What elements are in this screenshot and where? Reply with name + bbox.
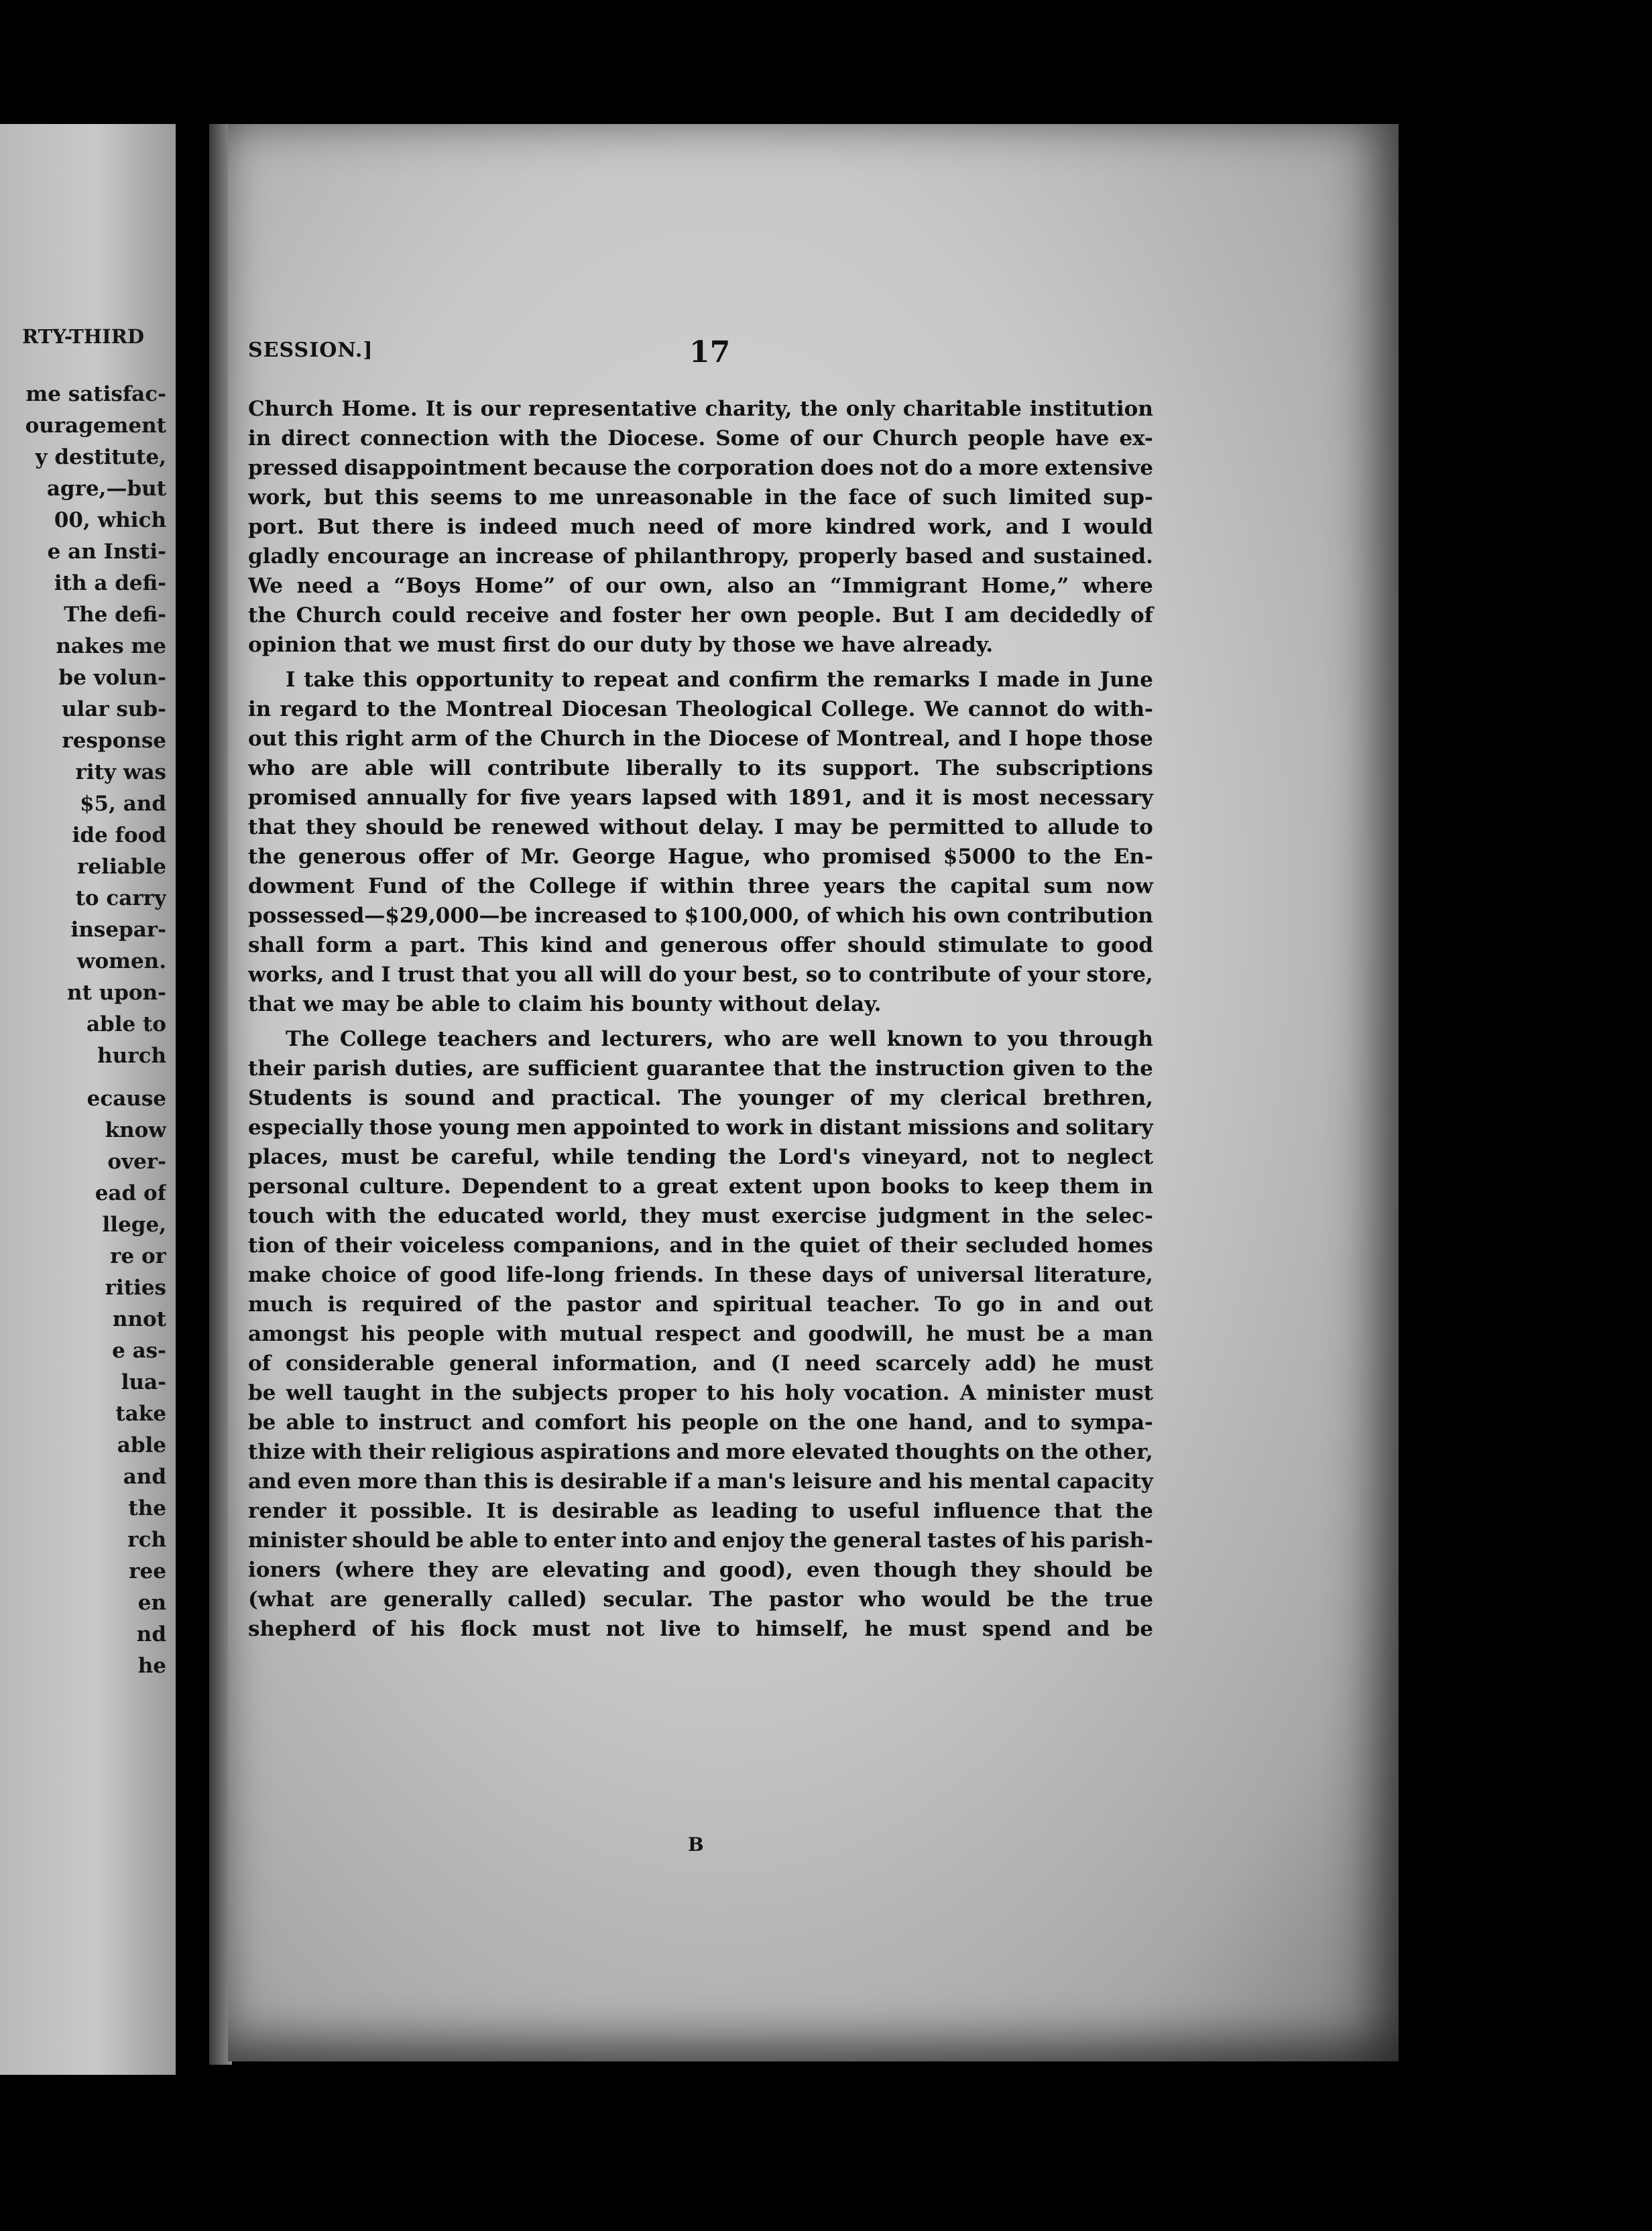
- facing-page-line: be volun-: [58, 666, 166, 690]
- body-line: shepherd of his flock must not live to himself, he must spend and be: [248, 1617, 1153, 1641]
- body-line: out this right arm of the Church in the Diocese of Montreal, and I hope those: [248, 727, 1153, 751]
- body-line: thize with their religious aspirations and more elevated thoughts on the other,: [248, 1440, 1153, 1464]
- facing-page-line: The defi-: [64, 603, 166, 627]
- facing-page-line: ide food: [72, 823, 166, 847]
- facing-page-line: nnot: [112, 1307, 166, 1331]
- body-line: be well taught in the subjects proper to his holy vocation. A minister must: [248, 1381, 1153, 1405]
- facing-page-line: and: [123, 1465, 166, 1489]
- facing-page-line: e as-: [112, 1339, 166, 1363]
- body-line: their parish duties, are sufficient guarantee that the instruction given to the: [248, 1057, 1153, 1081]
- body-line: The College teachers and lecturers, who are well known to you through: [286, 1027, 1153, 1051]
- body-line: render it possible. It is desirable as leading to useful influence that the: [248, 1499, 1153, 1523]
- body-line: especially those young men appointed to work in distant missions and solitary: [248, 1116, 1153, 1140]
- body-line: that they should be renewed without delay. I may be permitted to allude to: [248, 815, 1153, 839]
- facing-page-line: e an Insti-: [47, 540, 166, 564]
- body-line: opinion that we must first do our duty by those we have already.: [248, 633, 994, 657]
- facing-page-line: able: [117, 1433, 166, 1457]
- facing-page-line: able to: [86, 1012, 166, 1036]
- facing-page-line: agre,—but: [46, 477, 166, 501]
- body-line: tion of their voiceless companions, and in the quiet of their secluded homes: [248, 1233, 1153, 1258]
- facing-page-text: [0, 379, 166, 1682]
- body-line: that we may be able to claim his bounty without delay.: [248, 992, 882, 1016]
- facing-page-line: know: [105, 1118, 166, 1142]
- facing-page-running-head: RTY-THIRD: [22, 325, 144, 348]
- body-line: (what are generally called) secular. The pastor who would be the true: [248, 1587, 1153, 1612]
- facing-page-line: ular sub-: [61, 697, 166, 721]
- facing-page-line: take: [115, 1402, 166, 1426]
- body-line: promised annually for five years lapsed with 1891, and it is most necessary: [248, 786, 1153, 810]
- body-line: and even more than this is desirable if a man's leisure and his mental capacity: [248, 1469, 1153, 1494]
- facing-page-line: nt upon-: [67, 981, 166, 1005]
- body-line: the generous offer of Mr. George Hague, who promised $5000 to the En-: [248, 845, 1153, 869]
- body-line: personal culture. Dependent to a great extent upon books to keep them in: [248, 1174, 1153, 1199]
- book-gutter: [176, 107, 209, 2118]
- facing-page-line: he: [137, 1654, 166, 1678]
- body-line: gladly encourage an increase of philanthropy, properly based and sustained.: [248, 544, 1153, 568]
- body-line: I take this opportunity to repeat and confirm the remarks I made in June: [286, 668, 1153, 692]
- facing-page-line: rch: [127, 1528, 166, 1552]
- facing-page-line: women.: [76, 949, 166, 973]
- body-line: pressed disappointment because the corporation does not do a more extensive: [248, 456, 1153, 480]
- body-line: the Church could receive and foster her own people. But I am decidedly of: [248, 603, 1153, 627]
- facing-page-line: llege,: [102, 1213, 166, 1237]
- facing-page-line: lua-: [121, 1370, 166, 1394]
- body-line: works, and I trust that you all will do your best, so to contribute of your store,: [248, 963, 1153, 987]
- body-line: of considerable general information, and (I need scarcely add) he must: [248, 1351, 1153, 1376]
- body-line: Church Home. It is our representative charity, the only charitable institution: [248, 397, 1153, 421]
- facing-page-line: ith a defi-: [54, 571, 166, 595]
- facing-page-line: ead of: [95, 1181, 166, 1205]
- facing-page-line: the: [128, 1496, 166, 1520]
- body-line: dowment Fund of the College if within three years the capital sum now: [248, 874, 1153, 898]
- facing-page-line: me satisfac-: [25, 382, 166, 406]
- facing-page-line: nd: [136, 1622, 166, 1646]
- body-line: Students is sound and practical. The younger of my clerical brethren,: [248, 1086, 1153, 1110]
- facing-page-line: re or: [110, 1244, 166, 1268]
- body-line: minister should be able to enter into and enjoy the general tastes of his parish-: [248, 1528, 1153, 1553]
- body-line: port. But there is indeed much need of more kindred work, and I would: [248, 515, 1153, 539]
- body-line: in regard to the Montreal Diocesan Theological College. We cannot do with-: [248, 697, 1153, 721]
- facing-page-line: reliable: [77, 855, 166, 879]
- body-line: who are able will contribute liberally to its support. The subscriptions: [248, 756, 1153, 780]
- facing-page-line: ree: [129, 1559, 166, 1583]
- body-line: much is required of the pastor and spiritual teacher. To go in and out: [248, 1292, 1153, 1317]
- body-line: shall form a part. This kind and generous offer should stimulate to good: [248, 933, 1153, 957]
- body-line: amongst his people with mutual respect and goodwill, he must be a man: [248, 1322, 1153, 1346]
- facing-page-line: over-: [107, 1150, 166, 1174]
- signature-mark: B: [688, 1833, 704, 1856]
- body-line: touch with the educated world, they must exercise judgment in the selec-: [248, 1204, 1153, 1228]
- facing-page-line: $5, and: [79, 792, 166, 816]
- facing-page-line: response: [62, 729, 166, 753]
- facing-page-fragment: [0, 124, 176, 2075]
- facing-page-line: y destitute,: [35, 445, 166, 469]
- facing-page-line: en: [137, 1591, 166, 1615]
- facing-page-line: insepar-: [70, 918, 166, 942]
- body-line: work, but this seems to me unreasonable in the face of such limited sup-: [248, 485, 1153, 509]
- body-line: be able to instruct and comfort his people on the one hand, and to sympa-: [248, 1410, 1153, 1435]
- facing-page-line: ouragement: [25, 414, 166, 438]
- facing-page-line: rities: [105, 1276, 166, 1300]
- body-line: places, must be careful, while tending the Lord's vineyard, not to neglect: [248, 1145, 1153, 1169]
- body-text: [248, 394, 1153, 1644]
- page-number: 17: [689, 335, 731, 369]
- facing-page-line: to carry: [75, 886, 166, 910]
- facing-page-line: rity was: [75, 760, 166, 784]
- body-line: make choice of good life-long friends. In these days of universal literature,: [248, 1263, 1153, 1287]
- facing-page-line: hurch: [97, 1044, 166, 1068]
- body-line: ioners (where they are elevating and good), even though they should be: [248, 1558, 1153, 1582]
- running-head: SESSION.]: [248, 339, 373, 362]
- facing-page-line: 00, which: [54, 508, 166, 532]
- body-line: possessed—$29,000—be increased to $100,000, of which his own contribution: [248, 904, 1153, 928]
- facing-page-line: ecause: [86, 1087, 166, 1111]
- body-line: in direct connection with the Diocese. Some of our Church people have ex-: [248, 426, 1153, 450]
- body-line: We need a “Boys Home” of our own, also an “Immigrant Home,” where: [248, 574, 1153, 598]
- facing-page-line: nakes me: [56, 634, 166, 658]
